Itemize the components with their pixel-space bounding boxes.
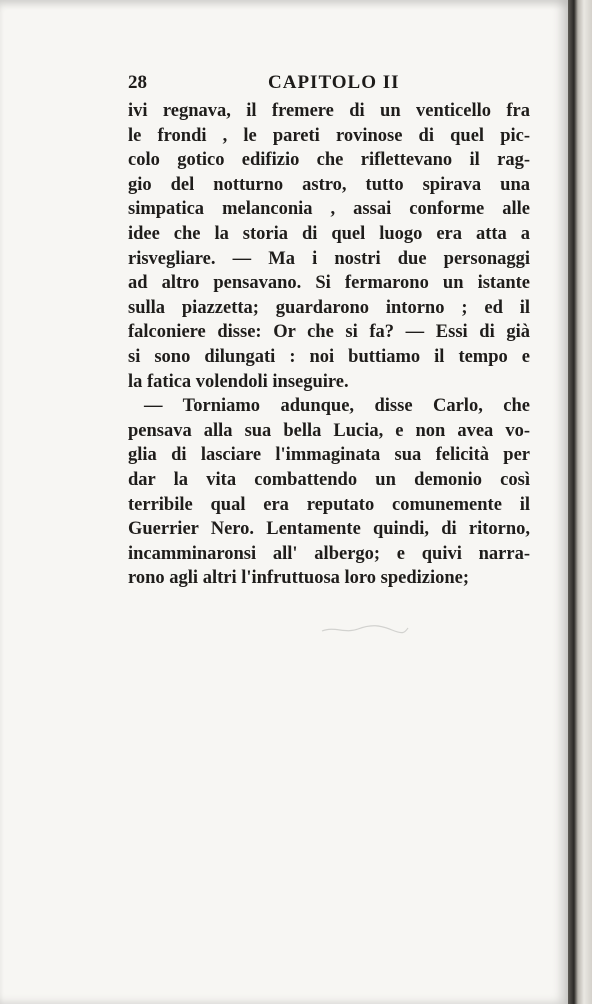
text-line: simpatica melanconia , assai conforme alle — [128, 199, 530, 220]
text-line: la fatica volendoli inseguire. — [128, 371, 349, 392]
text-line: idee che la storia di quel luogo era atta a — [128, 223, 530, 244]
body-text — [128, 99, 530, 591]
text-line: — Torniamo adunque, disse Carlo, che — [144, 396, 530, 417]
text-line: terribile qual era reputato comunemente il — [128, 494, 530, 515]
text-line: ad altro pensavano. Si fermarono un istante — [128, 273, 530, 294]
text-line: Guerrier Nero. Lentamente quindi, di ritorno, — [128, 519, 530, 540]
running-head: CAPITOLO II — [268, 72, 400, 93]
text-line: ivi regnava, il fremere di un venticello fra — [128, 101, 530, 121]
text-line: falconiere disse: Or che si fa? — Essi di già — [128, 322, 530, 343]
page-number: 28 — [128, 72, 147, 93]
text-line: incamminaronsi all' albergo; e quivi narra- — [128, 543, 530, 564]
book-spine-edge — [568, 0, 592, 1004]
ink-smudge — [320, 622, 410, 636]
text-line: glia di lasciare l'immaginata sua felicità per — [128, 445, 530, 466]
text-line: risvegliare. — Ma i nostri due personaggi — [128, 248, 530, 269]
text-line: dar la vita combattendo un demonio così — [128, 469, 530, 490]
text-line: le frondi , le pareti rovinose di quel pic- — [128, 125, 530, 146]
text-line: rono agli altri l'infruttuosa loro spedizione; — [128, 568, 470, 589]
text-line: pensava alla sua bella Lucia, e non avea vo- — [128, 420, 530, 441]
text-line: gio del notturno astro, tutto spirava una — [128, 174, 530, 195]
page-header — [128, 72, 528, 98]
text-line: si sono dilungati : noi buttiamo il tempo e — [128, 346, 530, 367]
text-line: sulla piazzetta; guardarono intorno ; ed il — [128, 297, 530, 318]
text-line: colo gotico edifizio che riflettevano il rag- — [128, 150, 530, 171]
